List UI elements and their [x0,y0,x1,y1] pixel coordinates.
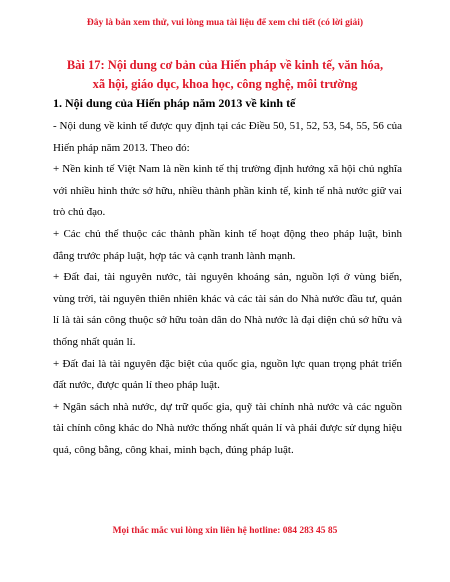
paragraph-economic-actors: + Các chủ thể thuộc các thành phần kinh tế hoạt động theo pháp luật, bình đẳng trước pháp luật, hợp tác và cạnh tranh lành mạnh. [53,227,402,262]
paragraph-intro: - Nội dung về kinh tế được quy định tại các Điều 50, 51, 52, 53, 54, 55, 56 của Hiến pháp năm 2013. Theo đó: [53,120,402,154]
paragraph-state-budget: + Ngân sách nhà nước, dự trữ quốc gia, quỹ tài chính nhà nước và các nguồn tài chính công khác do Nhà nước thống nhất quản lí và phải được sử dụng hiệu quả, công bằng, công khai, minh bạch, đúng pháp luật. [53,400,402,456]
section-heading: 1. Nội dung của Hiến pháp năm 2013 về kinh tế [53,96,296,110]
hotline-footer: Mọi thắc mắc vui lòng xin liên hệ hotline: 084 283 45 85 [112,526,338,536]
lesson-title-line-2: xã hội, giáo dục, khoa học, công nghệ, môi trường [92,77,358,91]
preview-banner: Đây là bản xem thử, vui lòng mua tài liệu để xem chi tiết (có lời giải) [86,18,364,28]
paragraph-land: + Đất đai là tài nguyên đặc biệt của quốc gia, nguồn lực quan trọng phát triển đất nước, được quản lí theo pháp luật. [53,357,402,392]
lesson-title [40,56,410,94]
paragraph-market-economy: + Nền kinh tế Việt Nam là nền kinh tế thị trường định hướng xã hội chủ nghĩa với nhiều hình thức sở hữu, nhiều thành phần kinh tế, kinh tế nhà nước giữ vai trò chủ đạo. [53,163,402,219]
paragraph-public-assets: + Đất đai, tài nguyên nước, tài nguyên khoáng sản, nguồn lợi ở vùng biển, vùng trời, tài nguyên thiên nhiên khác và các tài sản do Nhà nước đầu tư, quản lí là tài sản công thuộc sở hữu toàn dân do Nhà nước là đại diện chủ sở hữu và thống nhất quản lí. [53,271,402,348]
document-body [53,93,402,462]
lesson-title-line-1: Bài 17: Nội dung cơ bản của Hiến pháp về kinh tế, văn hóa, [66,58,384,72]
